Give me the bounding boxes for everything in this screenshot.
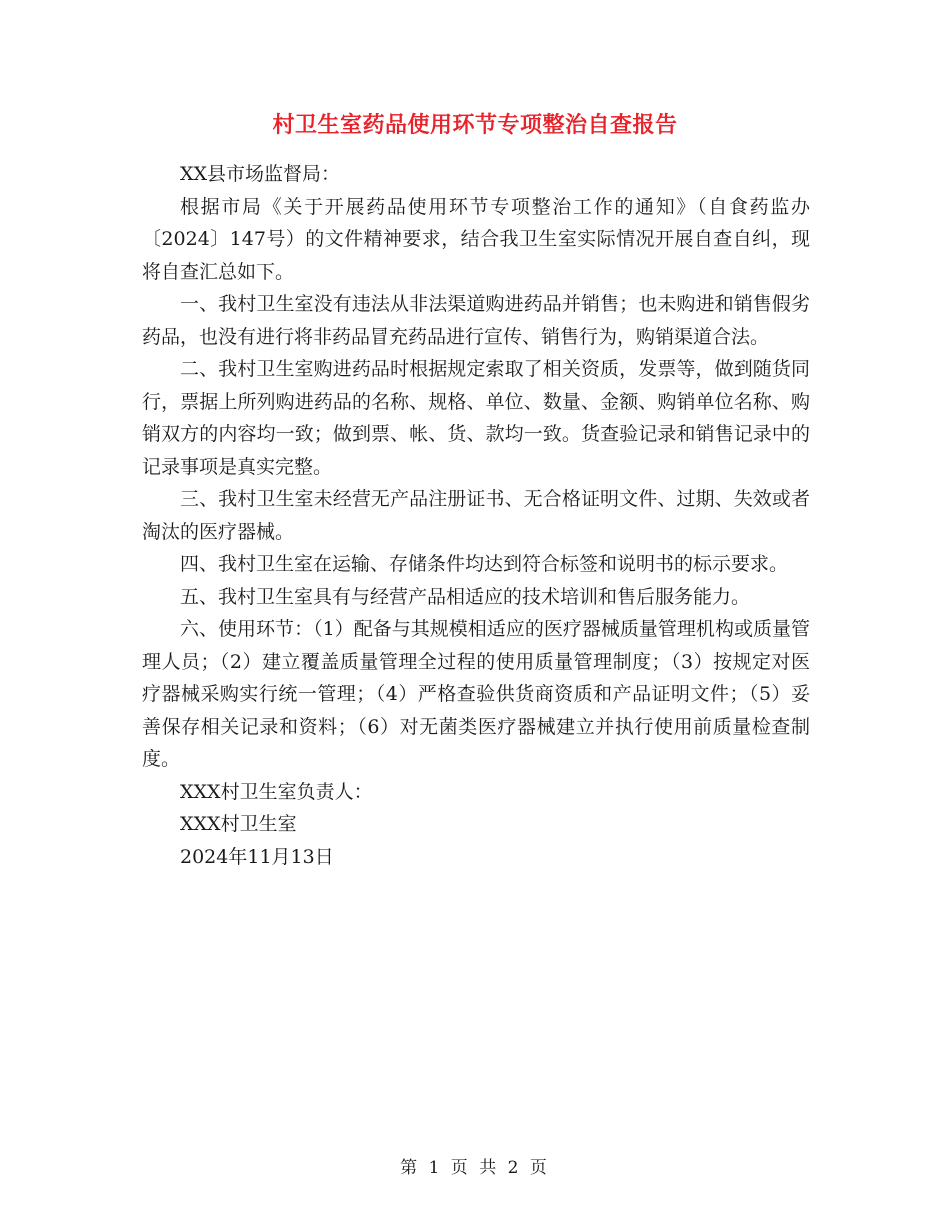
paragraph-item-2: 二、我村卫生室购进药品时根据规定索取了相关资质，发票等，做到随货同行，票据上所列购进药品的名称、规格、单位、数量、金额、购销单位名称、购销双方的内容均一致；做到票、帐、货、款均一致。货查验记录和销售记录中的记录事项是真实完整。 [142,358,810,478]
document-title: 村卫生室药品使用环节专项整治自查报告 [272,112,678,138]
paragraph-item-3: 三、我村卫生室未经营无产品注册证书、无合格证明文件、过期、失效或者淘汰的医疗器械。 [142,488,810,543]
addressee: XX县市场监督局： [180,163,341,185]
document-body [142,158,810,873]
signoff-responsible: XXX村卫生室负责人： [180,780,373,803]
paragraph-intro: 根据市局《关于开展药品使用环节专项整治工作的通知》（自食药监办〔2024〕147号）的文件精神要求，结合我卫生室实际情况开展自查自纠，现将自查汇总如下。 [142,195,810,283]
paragraph-item-1: 一、我村卫生室没有违法从非法渠道购进药品并销售；也未购进和销售假劣药品，也没有进行将非药品冒充药品进行宣传、销售行为，购销渠道合法。 [142,293,810,348]
paragraph-item-4: 四、我村卫生室在运输、存储条件均达到符合标签和说明书的标示要求。 [180,553,789,575]
signoff-organization: XXX村卫生室 [180,813,297,835]
paragraph-item-5: 五、我村卫生室具有与经营产品相适应的技术培训和售后服务能力。 [180,585,751,608]
page-number-footer: 第 1 页 共 2 页 [400,1158,550,1178]
signoff-date: 2024年11月13日 [180,845,334,868]
paragraph-item-6: 六、使用环节：（1）配备与其规模相适应的医疗器械质量管理机构或质量管理人员；（2）建立覆盖质量管理全过程的使用质量管理制度；（3）按规定对医疗器械采购实行统一管理；（4）严格查验供货商资质和产品证明文件；（5）妥善保存相关记录和资料；（6）对无菌类医疗器械建立并执行使用前质量检查制度。 [142,618,810,770]
